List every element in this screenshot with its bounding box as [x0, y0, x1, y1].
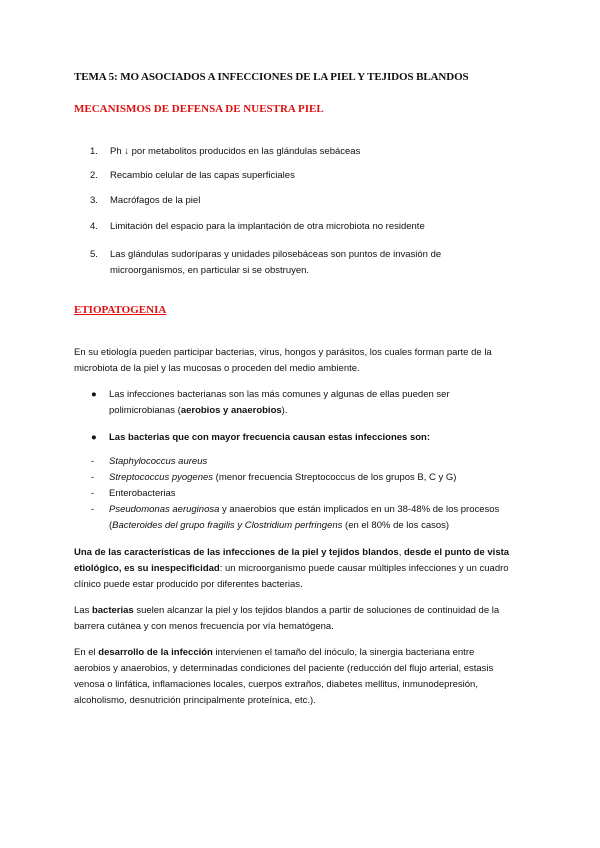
text-line: alcoholismo, desnutrición principalmente proteínica, etc.).	[74, 695, 316, 706]
dash-icon: -	[91, 456, 95, 467]
list-text	[110, 247, 530, 279]
list-number: 2.	[90, 170, 98, 181]
text-run: ).	[281, 405, 288, 416]
text-run: Las	[74, 605, 92, 616]
list-text-line: Las glándulas sudoríparas y unidades pilosebáceas son puntos de invasión de	[110, 249, 442, 260]
text-run: suelen alcanzar la piel y los tejidos blandos a partir de soluciones de continuidad de la	[133, 605, 500, 616]
bullet-text	[109, 387, 529, 419]
text-run: intervienen el tamaño del inóculo, la sinergia bacteriana entre	[212, 647, 475, 658]
italic-text: Pseudomonas aeruginosa	[109, 504, 220, 515]
bullet-icon: ●	[91, 432, 97, 443]
bullet-icon: ●	[91, 389, 97, 400]
bold-text: aerobios y anaerobios	[180, 405, 282, 416]
dash-icon: -	[91, 504, 95, 515]
paragraph-bacterias	[74, 603, 524, 635]
bold-text: etiológico, es su inespecificidad	[74, 563, 220, 574]
dash-text	[109, 470, 529, 486]
page-title: TEMA 5: MO ASOCIADOS A INFECCIONES DE LA PIEL Y TEJIDOS BLANDOS	[74, 71, 469, 83]
text-line: venosa o linfática, inflamaciones locales, cuerpos extraños, diabetes mellitus, inmunodepresión,	[74, 679, 478, 690]
text-run: y anaerobios que están implicados en un 38-48% de los procesos	[219, 504, 500, 515]
section-heading-defensa: MECANISMOS DE DEFENSA DE NUESTRA PIEL	[74, 103, 324, 115]
list-text: Ph ↓ por metabolitos producidos en las glándulas sebáceas	[110, 146, 361, 157]
text-line: Las infecciones bacterianas son las más comunes y algunas de ellas pueden ser	[109, 389, 450, 400]
list-number: 1.	[90, 146, 98, 157]
dash-text: Enterobacterias	[109, 488, 176, 499]
section-heading-etiopatogenia: ETIOPATOGENIA	[74, 304, 167, 316]
list-number: 5.	[90, 249, 98, 260]
text-run: (menor frecuencia Streptococcus de los grupos B, C y G)	[213, 472, 457, 483]
text-run: ,	[398, 547, 404, 558]
dash-icon: -	[91, 472, 95, 483]
list-text: Macrófagos de la piel	[110, 195, 201, 206]
text-run: (	[109, 520, 113, 531]
text-line: aerobios y anaerobios, y determinadas condiciones del paciente (reducción del flujo arterial, estasis	[74, 663, 494, 674]
text-line: barrera cutánea y con menos frecuencia por vía hematógena.	[74, 621, 334, 632]
dash-text	[109, 502, 529, 534]
text-run: En el	[74, 647, 99, 658]
paragraph-inespecificidad	[74, 545, 524, 593]
dash-text: Staphylococcus aureus	[109, 456, 208, 467]
text-line: microbiota de la piel y las mucosas o proceden del medio ambiente.	[74, 363, 360, 374]
list-text: Recambio celular de las capas superficiales	[110, 170, 295, 181]
bold-text: Una de las características de las infecciones de la piel y tejidos blandos	[74, 547, 399, 558]
list-number: 4.	[90, 221, 98, 232]
italic-text: Streptococcus pyogenes	[109, 472, 214, 483]
text-line: En su etiología pueden participar bacterias, virus, hongos y parásitos, los cuales forman parte de la	[74, 347, 492, 358]
paragraph-etiologia	[74, 345, 524, 377]
bold-text: desarrollo de la infección	[98, 647, 213, 658]
text-run: (en el 80% de los casos)	[342, 520, 450, 531]
bold-text: bacterias	[91, 605, 134, 616]
list-text-line: microorganismos, en particular si se obstruyen.	[110, 265, 310, 276]
dash-icon: -	[91, 488, 95, 499]
paragraph-desarrollo	[74, 645, 524, 709]
text-run: : un microorganismo puede causar múltiples infecciones y un cuadro	[219, 563, 509, 574]
list-text: Limitación del espacio para la implantación de otra microbiota no residente	[110, 221, 425, 232]
list-number: 3.	[90, 195, 98, 206]
text-run: polimicrobianas (	[109, 405, 181, 416]
bullet-text: Las bacterias que con mayor frecuencia causan estas infecciones son:	[109, 432, 431, 443]
bold-text: desde el punto de vista	[404, 547, 510, 558]
italic-text: Bacteroides del grupo fragilis y Clostridium perfringens	[112, 520, 343, 531]
text-line: clínico puede estar producido por diferentes bacterias.	[74, 579, 303, 590]
